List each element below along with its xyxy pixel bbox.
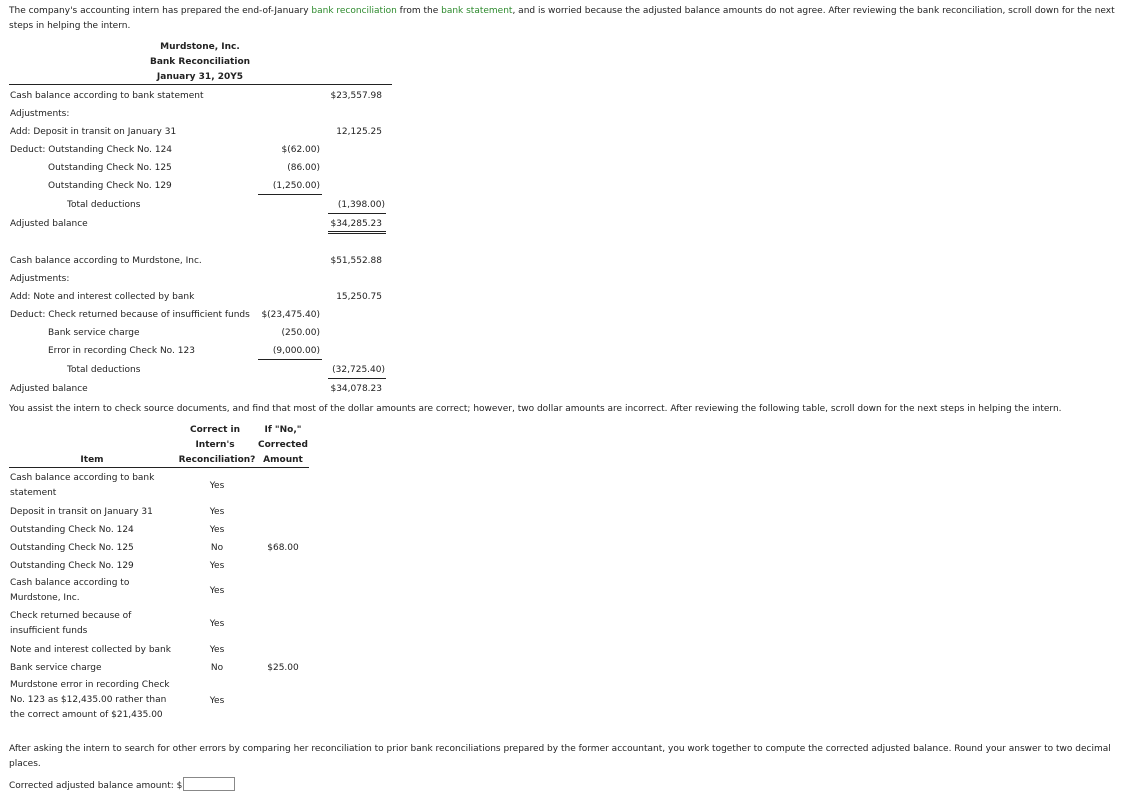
bank-adjusted-amount: $34,285.23 [330,219,382,229]
answer-label: Corrected adjusted balance amount: $ [9,781,183,791]
bank-start-label: Cash balance according to bank statement [10,91,204,101]
book-total-rule [328,378,386,379]
book-item2-amount: (250.00) [281,328,320,338]
bank-deduct-amount: $(62.00) [281,145,320,155]
table-row-item: Outstanding Check No. 125 [10,543,134,553]
bank-reconciliation-link[interactable]: bank reconciliation [311,6,397,16]
assist-text: You assist the intern to check source documents, and find that most of the dollar amounts are correct; however, two dollar amounts are incorrect. After reviewing the following table, scroll down for the next steps in helping the intern. [9,404,1062,414]
book-deduct-amount: $(23,475.40) [261,310,320,320]
table-row-item: Outstanding Check No. 129 [10,561,134,571]
book-adjustments-label: Adjustments: [10,274,70,284]
bank-statement-link[interactable]: bank statement [441,6,513,16]
col-correct-header-2: Intern's [195,440,235,450]
book-subtotal-rule [258,359,322,360]
book-add-label: Add: Note and interest collected by bank [10,292,195,302]
company-name: Murdstone, Inc. [160,42,240,52]
bank-deduct-label: Deduct: Outstanding Check No. 124 [10,145,173,155]
bank-add-label: Add: Deposit in transit on January 31 [10,127,177,137]
book-start-label: Cash balance according to Murdstone, Inc. [10,256,202,266]
table-row-item: Cash balance according to bank statement [10,473,155,498]
bank-adjusted-label: Adjusted balance [10,219,88,229]
table-row-item: Outstanding Check No. 124 [10,525,134,535]
book-start-amount: $51,552.88 [330,256,382,266]
table-row-correct: No [210,663,224,673]
bank-start-amount: $23,557.98 [330,91,382,101]
bank-item2-amount: (86.00) [287,163,320,173]
col-corrected-header-2: Corrected [258,440,308,450]
book-item3-amount: (9,000.00) [272,346,320,356]
bank-subtotal-rule [258,194,322,195]
col-correct-header-3: Reconciliation? [178,455,256,465]
table-row-correct: Yes [209,561,225,571]
bank-total-label: Total deductions [67,200,141,210]
bank-total-rule [328,213,386,214]
table-row-correct: Yes [209,507,225,517]
book-total-label: Total deductions [67,365,141,375]
table-row-correct: Yes [209,696,225,706]
bank-item2-label: Outstanding Check No. 125 [48,163,172,173]
table-row-correct: Yes [209,645,225,655]
bank-item3-label: Outstanding Check No. 129 [48,181,172,191]
book-item2-label: Bank service charge [48,328,140,338]
bank-item3-amount: (1,250.00) [272,181,320,191]
table-row-item: Murdstone error in recording Check No. 123 as $12,435.00 rather than the correct amount of $21,435.00 [10,680,170,720]
col-correct-header-1: Correct in [189,425,241,435]
report-date: January 31, 20Y5 [156,72,244,82]
table-row-item: Deposit in transit on January 31 [10,507,153,517]
table-row-corrected-amount: $68.00 [267,543,299,553]
book-adjusted-label: Adjusted balance [10,384,88,394]
bank-adjusted-double-rule [328,231,386,234]
table-header-rule [9,467,309,468]
final-instructions: After asking the intern to search for other errors by comparing her reconciliation to prior bank reconciliations prepared by the former accountant, you work together to compute the corrected adjusted balance. Round your answer to two decimal places. [9,744,1111,769]
table-row-item: Bank service charge [10,663,102,673]
book-total-amount: (32,725.40) [332,365,385,375]
report-title: Bank Reconciliation [149,57,251,67]
bank-adjustments-label: Adjustments: [10,109,70,119]
table-row-item: Note and interest collected by bank [10,645,171,655]
header-rule [9,84,392,85]
bank-add-amount: 12,125.25 [336,127,382,137]
book-item3-label: Error in recording Check No. 123 [48,346,195,356]
table-row-correct: Yes [209,586,225,596]
col-corrected-header-1: If "No," [264,425,302,435]
intro-text: The company's accounting intern has prepared the end-of-January bank reconciliation from the bank statement, and is worried because the adjusted balance amounts do not agree. After reviewing the bank reconciliation, scroll down for the next steps in helping the intern. [9,6,1115,31]
col-corrected-header-3: Amount [263,455,303,465]
table-row-correct: No [210,543,224,553]
book-deduct-label: Deduct: Check returned because of insufficient funds [10,310,250,320]
table-row-correct: Yes [209,619,225,629]
table-row-item: Cash balance according to Murdstone, Inc. [10,578,130,603]
table-row-item: Check returned because of insufficient funds [10,611,132,636]
table-row-corrected-amount: $25.00 [267,663,299,673]
bank-total-amount: (1,398.00) [337,200,385,210]
table-row-correct: Yes [209,525,225,535]
col-item-header: Item [80,455,104,465]
corrected-adjusted-balance-input[interactable] [183,777,235,791]
table-row-correct: Yes [209,481,225,491]
book-adjusted-amount: $34,078.23 [330,384,382,394]
book-add-amount: 15,250.75 [336,292,382,302]
